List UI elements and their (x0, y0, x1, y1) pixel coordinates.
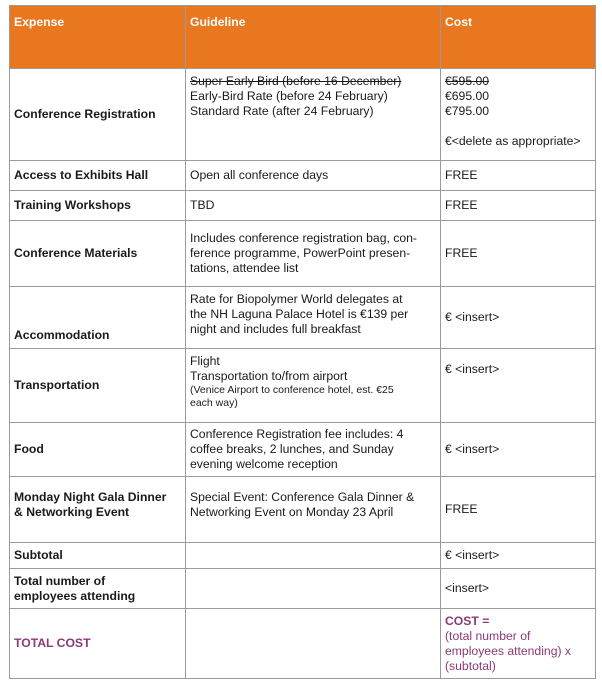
cost-cell: FREE (441, 221, 596, 287)
guideline-line: night and includes full breakfast (190, 322, 361, 336)
expense-cell (10, 477, 186, 543)
table-row (10, 69, 596, 161)
expense-cell: Conference Materials (10, 221, 186, 287)
expense-cell: Food (10, 423, 186, 477)
guideline-line: Transportation to/from airport (190, 369, 348, 383)
expense-line: Total number of (14, 573, 106, 588)
cost-line: €695.00 (445, 89, 490, 103)
total-cost-formula-line: employees attending) x (445, 644, 572, 658)
guideline-line: Includes conference registration bag, con- (190, 231, 417, 245)
total-cost-label: TOTAL COST (10, 609, 186, 679)
guideline-note: each way) (190, 397, 238, 409)
guideline-note: (Venice Airport to conference hotel, est. €25 (190, 384, 394, 396)
guideline-cell (186, 477, 441, 543)
cost-cell: FREE (441, 477, 596, 543)
cost-cell: FREE (441, 161, 596, 191)
table-row (10, 191, 596, 221)
cost-cell: € <insert> (441, 543, 596, 569)
guideline-line: Early-Bird Rate (before 24 February) (190, 89, 388, 103)
cost-line: €595.00 (445, 74, 490, 88)
cost-cell: € <insert> (441, 349, 596, 423)
cost-cell: € <insert> (441, 423, 596, 477)
table-row (10, 543, 596, 569)
guideline-line: Rate for Biopolymer World delegates at (190, 292, 403, 306)
expense-line: Monday Night Gala Dinner (14, 490, 167, 504)
expense-cell: Transportation (10, 349, 186, 423)
table-row (10, 161, 596, 191)
guideline-line: ference programme, PowerPoint presen- (190, 246, 411, 260)
header-cost: Cost (441, 6, 596, 69)
cost-cell: <insert> (441, 569, 596, 609)
guideline-cell (186, 221, 441, 287)
guideline-line: evening welcome reception (190, 457, 338, 471)
cost-cell (441, 69, 596, 161)
guideline-cell: TBD (186, 191, 441, 221)
table-header-row (10, 6, 596, 69)
guideline-cell (186, 69, 441, 161)
cost-line: €795.00 (445, 104, 490, 118)
expense-cell: Subtotal (10, 543, 186, 569)
expense-table (9, 5, 596, 679)
expense-cell: Training Workshops (10, 191, 186, 221)
guideline-line: Conference Registration fee includes: 4 (190, 427, 404, 441)
guideline-cell (186, 609, 441, 679)
guideline-line: Special Event: Conference Gala Dinner & (190, 490, 415, 504)
expense-table-wrapper (9, 5, 596, 679)
guideline-line: Standard Rate (after 24 February) (190, 104, 374, 118)
table-row (10, 609, 596, 679)
expense-cell: Access to Exhibits Hall (10, 161, 186, 191)
cost-cell (441, 609, 596, 679)
guideline-cell (186, 423, 441, 477)
table-row (10, 423, 596, 477)
cost-cell: FREE (441, 191, 596, 221)
guideline-cell (186, 287, 441, 349)
total-cost-formula-line: (subtotal) (445, 659, 496, 673)
guideline-line: tations, attendee list (190, 261, 299, 275)
guideline-line: the NH Laguna Palace Hotel is €139 per (190, 307, 409, 321)
guideline-cell: Open all conference days (186, 161, 441, 191)
table-row (10, 569, 596, 609)
total-cost-title: COST = (445, 614, 490, 628)
guideline-cell (186, 543, 441, 569)
guideline-line: Super Early Bird (before 16 December) (190, 74, 402, 88)
cost-spacer (445, 119, 591, 134)
guideline-line: coffee breaks, 2 lunches, and Sunday (190, 442, 394, 456)
guideline-cell (186, 569, 441, 609)
table-row (10, 221, 596, 287)
cost-cell: € <insert> (441, 287, 596, 349)
table-row (10, 287, 596, 349)
expense-cell: Conference Registration (10, 69, 186, 161)
header-guideline: Guideline (186, 6, 441, 69)
table-row (10, 477, 596, 543)
header-expense: Expense (10, 6, 186, 69)
guideline-line: Flight (190, 354, 220, 368)
guideline-line: Networking Event on Monday 23 April (190, 505, 394, 519)
total-cost-formula-line: (total number of (445, 629, 531, 643)
expense-cell (10, 569, 186, 609)
table-row (10, 349, 596, 423)
expense-line: employees attending (14, 588, 136, 603)
expense-line: & Networking Event (14, 505, 130, 519)
cost-note: €<delete as appropriate> (445, 134, 581, 148)
guideline-cell (186, 349, 441, 423)
expense-cell: Accommodation (10, 287, 186, 349)
